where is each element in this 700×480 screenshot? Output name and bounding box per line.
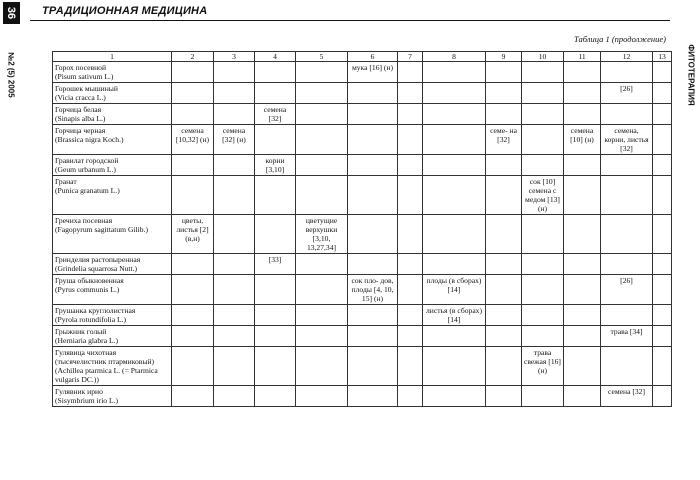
table-cell-col-7 [398,347,423,386]
table-cell-col-11 [564,386,601,407]
table-cell-col-11 [564,176,601,215]
table-cell-col-4 [255,347,296,386]
table-cell-col-4 [255,305,296,326]
table-cell-col-2 [172,254,214,275]
table-cell-col-7 [398,326,423,347]
table-cell-col-9 [486,254,522,275]
column-header-4: 4 [255,52,296,62]
table-cell-col-9: семе- на [32] [486,125,522,155]
column-header-7: 7 [398,52,423,62]
column-header-1: 1 [53,52,172,62]
plant-name-cell [53,125,172,155]
table-cell-col-3 [214,275,255,305]
table-cell-col-4 [255,62,296,83]
table-cell-col-7 [398,305,423,326]
table-cell-col-6 [348,347,398,386]
table-cell-col-4 [255,215,296,254]
plant-name-cell [53,275,172,305]
table-cell-col-12 [601,305,653,326]
plant-name-latin: (Brassica nigra Koch.) [55,135,124,144]
column-header-9: 9 [486,52,522,62]
column-header-5: 5 [296,52,348,62]
table-cell-col-5 [296,326,348,347]
table-cell-col-4 [255,176,296,215]
section-label: ФИТОТЕРАПИЯ [686,44,696,106]
column-header-2: 2 [172,52,214,62]
table-cell-col-9 [486,155,522,176]
table-cell-col-2 [172,83,214,104]
table-cell-col-9 [486,176,522,215]
table-cell-col-10 [522,275,564,305]
table-cell-col-9 [486,215,522,254]
table-cell-col-5 [296,176,348,215]
table-cell-col-8 [423,83,486,104]
column-header-3: 3 [214,52,255,62]
table-cell-col-13 [653,176,672,215]
table-cell-col-5 [296,275,348,305]
table-cell-col-5 [296,83,348,104]
plant-name-ru: Грыжник голый [55,327,107,336]
table-cell-col-12 [601,254,653,275]
table-cell-col-3 [214,62,255,83]
plant-name-ru: Горошек мышиный [55,84,118,93]
plant-name-cell [53,386,172,407]
table-cell-col-12: [26] [601,83,653,104]
table-row [53,386,672,407]
column-header-11: 11 [564,52,601,62]
table-cell-col-7 [398,83,423,104]
table-cell-col-3 [214,155,255,176]
table-cell-col-2 [172,347,214,386]
table-cell-col-2 [172,326,214,347]
table-cell-col-7 [398,62,423,83]
table-cell-col-4: [33] [255,254,296,275]
table-cell-col-4 [255,125,296,155]
table-cell-col-5 [296,386,348,407]
table-cell-col-10 [522,254,564,275]
table-cell-col-10 [522,62,564,83]
table-cell-col-3 [214,83,255,104]
plant-name-ru: Грушанка круглолистная [55,306,136,315]
table-cell-col-13 [653,254,672,275]
table-cell-col-6 [348,83,398,104]
table-cell-col-12: семена [32] [601,386,653,407]
table-cell-col-11 [564,83,601,104]
column-header-12: 12 [601,52,653,62]
table-cell-col-4 [255,326,296,347]
plant-name-ru: Горчица белая [55,105,102,114]
table-cell-col-11: семена [10] (н) [564,125,601,155]
table-cell-col-10 [522,215,564,254]
table-row [53,326,672,347]
table-cell-col-3 [214,386,255,407]
plant-name-latin: (Sinapis alba L.) [55,114,106,123]
table-cell-col-10 [522,326,564,347]
table-row [53,215,672,254]
plant-name-latin: (Achillea ptarmica L. (= Ptarmica vulgaris DC.)) [55,366,158,384]
left-margin-strip [0,0,22,480]
table-cell-col-4 [255,83,296,104]
table-cell-col-10 [522,386,564,407]
table-cell-col-4: семена [32] [255,104,296,125]
plant-name-latin: (Herniaria glabra L.) [55,336,119,345]
plant-name-latin: (Pisum sativum L.) [55,72,114,81]
table-cell-col-8 [423,176,486,215]
plant-name-ru: Гулявица чихотная (тысячелистник птармиковый) [55,348,155,366]
table-cell-col-6 [348,326,398,347]
table-cell-col-9 [486,62,522,83]
table-cell-col-11 [564,326,601,347]
table-cell-col-6 [348,386,398,407]
table-cell-col-8 [423,62,486,83]
table-cell-col-8 [423,125,486,155]
table-row [53,254,672,275]
table-cell-col-6 [348,125,398,155]
table-cell-col-12 [601,215,653,254]
table-cell-col-6 [348,254,398,275]
table-cell-col-11 [564,62,601,83]
table-cell-col-8: листья (в сборах) [14] [423,305,486,326]
table-row [53,275,672,305]
table-cell-col-10: сок [10] семена с медом [13] (н) [522,176,564,215]
table-cell-col-13 [653,155,672,176]
table-row [53,125,672,155]
table-cell-col-3 [214,254,255,275]
table-cell-col-10: трава свежая [16] (н) [522,347,564,386]
table-cell-col-6 [348,155,398,176]
table-cell-col-7 [398,254,423,275]
table-cell-col-12: семена, корни, листья [32] [601,125,653,155]
table-row [53,176,672,215]
table-cell-col-12 [601,176,653,215]
table-cell-col-13 [653,104,672,125]
table-cell-col-12 [601,155,653,176]
table-cell-col-3 [214,104,255,125]
table-cell-col-3 [214,326,255,347]
table-cell-col-5 [296,155,348,176]
table-cell-col-7 [398,275,423,305]
table-cell-col-3: семена [32] (н) [214,125,255,155]
table-cell-col-12: трава [34] [601,326,653,347]
plant-name-ru: Гулявник ирио [55,387,103,396]
table-row [53,347,672,386]
table-cell-col-8 [423,347,486,386]
table-cell-col-9 [486,305,522,326]
plant-name-cell [53,83,172,104]
table-cell-col-9 [486,386,522,407]
plant-name-ru: Гринделия растопыренная [55,255,141,264]
table-cell-col-7 [398,104,423,125]
table-header-row [53,52,672,62]
plant-name-cell [53,155,172,176]
table-cell-col-10 [522,305,564,326]
table-cell-col-13 [653,125,672,155]
table-cell-col-8 [423,155,486,176]
table-cell-col-6 [348,215,398,254]
plant-name-ru: Горох посевной [55,63,107,72]
table-cell-col-10 [522,125,564,155]
table-cell-col-8: плоды (в сборах) [14] [423,275,486,305]
table-cell-col-7 [398,125,423,155]
plant-name-cell [53,326,172,347]
table-cell-col-5 [296,125,348,155]
table-cell-col-10 [522,155,564,176]
table-cell-col-12 [601,104,653,125]
table-cell-col-2 [172,104,214,125]
table-cell-col-12: [26] [601,275,653,305]
table-cell-col-13 [653,83,672,104]
table-cell-col-10 [522,104,564,125]
table-cell-col-2 [172,62,214,83]
table-row [53,305,672,326]
issue-label: №2 (5) 2005 [6,52,16,98]
table-cell-col-6 [348,176,398,215]
table-cell-col-11 [564,347,601,386]
table-cell-col-4: корни [3,10] [255,155,296,176]
table-cell-col-9 [486,347,522,386]
table-cell-col-2 [172,275,214,305]
table-cell-col-13 [653,215,672,254]
plant-name-ru: Груша обыкновенная [55,276,124,285]
table-cell-col-8 [423,215,486,254]
column-header-10: 10 [522,52,564,62]
table-cell-col-7 [398,155,423,176]
table-cell-col-11 [564,155,601,176]
table-caption: Таблица 1 (продолжение) [574,34,666,44]
table-cell-col-12 [601,62,653,83]
table-cell-col-4 [255,275,296,305]
plant-name-latin: (Punica granatum L.) [55,186,120,195]
column-header-8: 8 [423,52,486,62]
table-cell-col-5 [296,62,348,83]
table-cell-col-13 [653,347,672,386]
table-cell-col-3 [214,305,255,326]
table-cell-col-11 [564,215,601,254]
table-cell-col-11 [564,275,601,305]
table-row [53,155,672,176]
table-cell-col-8 [423,386,486,407]
plant-name-cell [53,104,172,125]
table-cell-col-9 [486,326,522,347]
page-number: 36 [3,2,20,24]
table-cell-col-13 [653,326,672,347]
table-cell-col-13 [653,386,672,407]
running-header-title: ТРАДИЦИОННАЯ МЕДИЦИНА [42,5,208,17]
right-margin-strip [682,0,700,480]
plant-name-latin: (Pyrus communis L.) [55,285,120,294]
plant-name-latin: (Fagopyrum sagittatum Gilib.) [55,225,149,234]
column-header-6: 6 [348,52,398,62]
table-cell-col-2: семена [10,32] (н) [172,125,214,155]
plant-name-ru: Гравилат городской [55,156,119,165]
plant-name-latin: (Grindelia squarrosa Nutt.) [55,264,138,273]
table-cell-col-4 [255,386,296,407]
table-cell-col-6: мука [16] (н) [348,62,398,83]
column-header-13: 13 [653,52,672,62]
table-cell-col-2 [172,386,214,407]
table-cell-col-7 [398,215,423,254]
plant-name-latin: (Pyrola rotundifolia L.) [55,315,127,324]
table-cell-col-13 [653,275,672,305]
table-row [53,83,672,104]
table-cell-col-7 [398,386,423,407]
plant-name-cell [53,215,172,254]
table-cell-col-7 [398,176,423,215]
table-cell-col-3 [214,347,255,386]
table-cell-col-5 [296,347,348,386]
plant-table [52,51,672,407]
table-row [53,104,672,125]
table-cell-col-9 [486,104,522,125]
table-cell-col-5 [296,104,348,125]
plant-name-cell [53,347,172,386]
table-row [53,62,672,83]
table-cell-col-2 [172,305,214,326]
table-cell-col-6 [348,104,398,125]
table-cell-col-5 [296,254,348,275]
table-cell-col-11 [564,104,601,125]
table-cell-col-13 [653,305,672,326]
table-cell-col-8 [423,326,486,347]
table-cell-col-13 [653,62,672,83]
table-cell-col-5: цветущие верхушки [3,10, 13,27,34] [296,215,348,254]
plant-name-cell [53,305,172,326]
table-cell-col-5 [296,305,348,326]
table-cell-col-9 [486,275,522,305]
header-rule [30,20,670,21]
table-cell-col-10 [522,83,564,104]
plant-name-cell [53,176,172,215]
table-cell-col-6 [348,305,398,326]
table-cell-col-12 [601,347,653,386]
table-cell-col-11 [564,254,601,275]
table-cell-col-6: сок пло- дов, плоды [4, 10, 15] (н) [348,275,398,305]
plant-name-latin: (Sisymbrium irio L.) [55,396,119,405]
plant-name-ru: Гречиха посевная [55,216,113,225]
plant-name-latin: (Vicia cracca L.) [55,93,106,102]
table-cell-col-9 [486,83,522,104]
plant-name-latin: (Geum urbanum L.) [55,165,116,174]
table-cell-col-3 [214,215,255,254]
plant-name-ru: Гранат [55,177,77,186]
table-cell-col-8 [423,104,486,125]
table-cell-col-8 [423,254,486,275]
table-cell-col-11 [564,305,601,326]
table-cell-col-2 [172,155,214,176]
plant-name-ru: Горчица черная [55,126,106,135]
table-cell-col-2: цветы, листья [2] (в,н) [172,215,214,254]
table-cell-col-2 [172,176,214,215]
table-cell-col-3 [214,176,255,215]
plant-name-cell [53,62,172,83]
plant-name-cell [53,254,172,275]
